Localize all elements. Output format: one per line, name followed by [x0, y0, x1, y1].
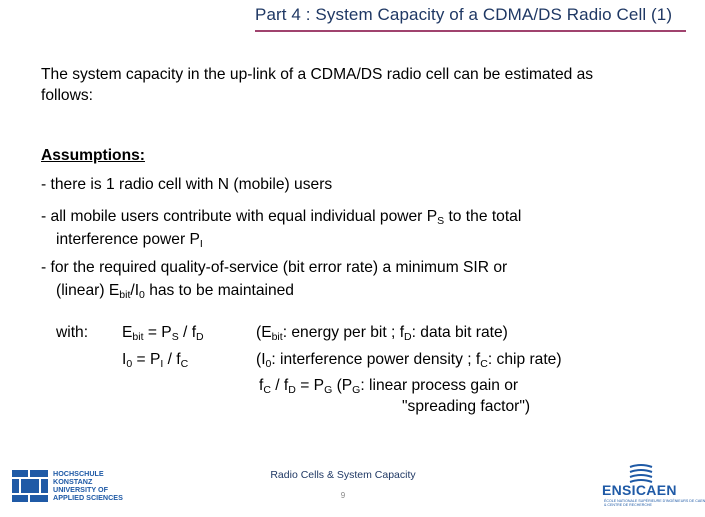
with-label: with: [56, 324, 89, 341]
htwg-logo-icon [12, 470, 48, 502]
bullet-2-line-2: interference power $P_I$ [56, 231, 203, 250]
ensicaen-logo-subtitle: ÉCOLE NATIONALE SUPÉRIEURE D'INGÉNIEURS DE CAEN & CENTRE DE RECHERCHE [604, 499, 705, 507]
definition-spreading-factor: "spreading factor") [402, 398, 531, 415]
ensicaen-logo-text: ENSICAEN [602, 482, 677, 498]
bullet-3-line-1: - for the required quality-of-service (bit error rate) a minimum SIR or [41, 259, 508, 276]
ensicaen-logo-icon [628, 463, 654, 483]
bullet-2-line-1: - all mobile users contribute with equal individual power $P_S$ to the total [41, 208, 522, 227]
definition-energy-per-bit: ($E_{bit}$: energy per bit ; $f_D$: data bit rate) [256, 324, 508, 343]
footer-title: Radio Cells & System Capacity [270, 469, 416, 481]
equation-energy-per-bit: $E_{bit} = P_S / f_D$ [122, 324, 204, 343]
definition-interference-density: ($I_0$: interference power density ; $f_C$: chip rate) [256, 351, 562, 370]
equation-interference-density: $I_0 = P_I / f_C$ [122, 351, 189, 370]
intro-line-1: The system capacity in the up-link of a CDMA/DS radio cell can be estimated as [41, 66, 594, 83]
bullet-1: - there is 1 radio cell with N (mobile) users [41, 176, 333, 193]
intro-line-2: follows: [41, 87, 93, 104]
equation-process-gain: $f_C / f_D = P_G$ ($P_G$: linear process gain or [259, 377, 519, 396]
slide-title: Part 4 : System Capacity of a CDMA/DS Radio Cell (1) [255, 5, 673, 24]
assumptions-heading: Assumptions: [41, 147, 145, 164]
title-underline [255, 30, 686, 32]
htwg-logo-text: HOCHSCHULE KONSTANZ UNIVERSITY OF APPLIED SCIENCES [53, 469, 123, 502]
page-number: 9 [340, 491, 346, 500]
bullet-3-line-2: (linear) $E_{bit}/I_0$ has to be maintained [56, 282, 294, 301]
